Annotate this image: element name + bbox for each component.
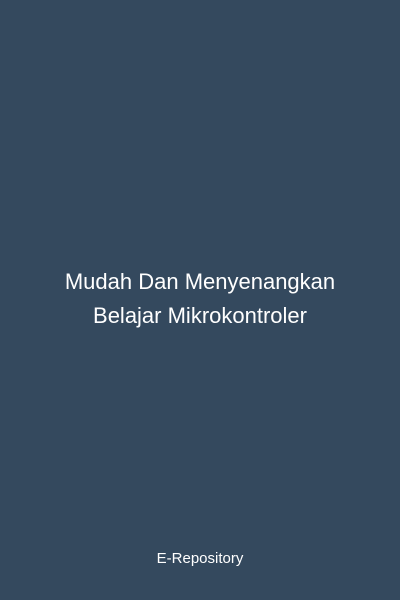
cover-title-line-1: Mudah Dan Menyenangkan [64, 269, 336, 294]
repository-label: E-Repository [156, 550, 244, 567]
cover-title-line-2: Belajar Mikrokontroler [93, 303, 307, 328]
cover-title [20, 265, 380, 333]
